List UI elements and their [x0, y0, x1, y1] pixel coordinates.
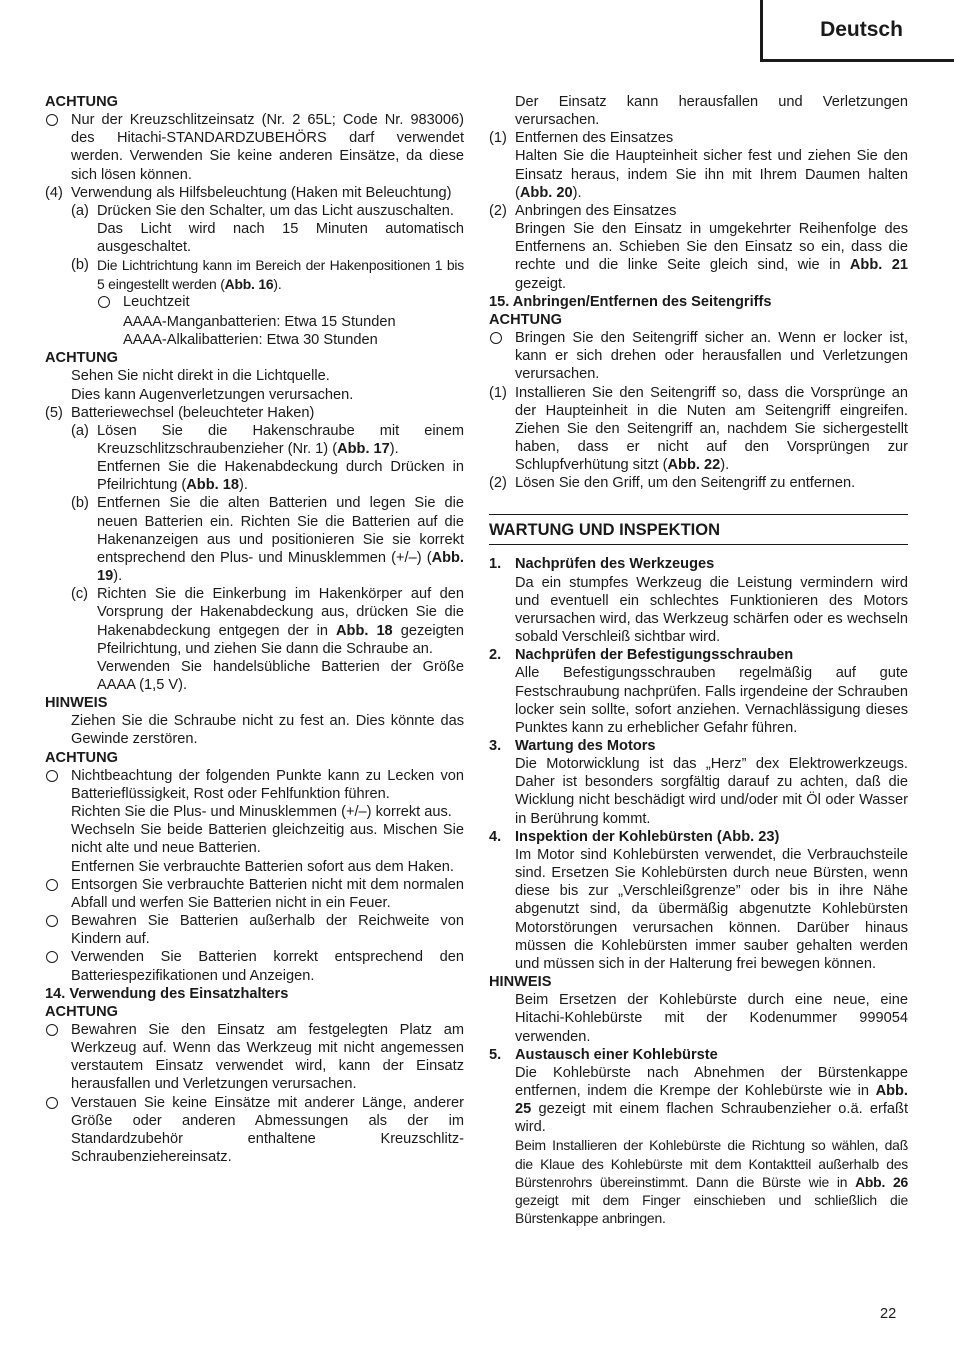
sub-item-marker: (a) [71, 422, 89, 439]
heading-achtung: ACHTUNG [45, 350, 118, 367]
heading-hinweis: HINWEIS [489, 974, 552, 991]
numbered-item [489, 555, 908, 573]
item-number: (5) [45, 404, 63, 421]
paragraph: Die Motorwicklung ist das „Herz” dex Elektrowerkzeugs. Daher ist besonders sorgfältig darauf zu achten, daß die Wicklung nicht beschädigt wird und/oder mit Öl oder Wasser in Berührung kommt. [515, 756, 908, 827]
paragraph: Im Motor sind Kohlebürsten verwendet, die Verbrauchsteile sind. Ersetzen Sie Kohlebürsten durch neue Bürsten, wenn diese bis zur „Verschleißgrenze” oder bis in ihre Nähe abgenutzt sind, da übermäßig abgenutzte Kohlebürsten Motorstörungen verursachen können. Darüber hinaus müssen die Kohlebürsten immer sauber gehalten werden und müssen sich in der Halterung frei bewegen können. [515, 846, 908, 972]
figure-ref: Abb. 25 [515, 1082, 908, 1118]
section-title-wartung: WARTUNG UND INSPEKTION [489, 514, 908, 545]
bullet-text: Leuchtzeit [123, 293, 190, 310]
section-heading: 14. Verwendung des Einsatzhalters [45, 985, 289, 1002]
paragraph: Entfernen Sie verbrauchte Batterien sofort aus dem Haken. [71, 858, 454, 875]
figure-ref: Abb. 21 [849, 257, 908, 274]
sub-item-text: Drücken Sie den Schalter, um das Licht auszuschalten. [97, 202, 454, 219]
bullet-item [45, 1021, 464, 1094]
item-text: Batteriewechsel (beleuchteter Haken) [71, 404, 315, 421]
sub-item-marker: (b) [71, 495, 89, 512]
bullet-item [45, 1094, 464, 1167]
figure-ref: Abb. 22 [667, 457, 721, 474]
item-number: (2) [489, 475, 507, 492]
sub-item [45, 422, 464, 458]
item-text: Verwendung als Hilfsbeleuchtung (Haken mit Beleuchtung) [71, 184, 452, 201]
item-title: Wartung des Motors [515, 738, 656, 754]
bullet-text: Entsorgen Sie verbrauchte Batterien nicht mit dem normalen Abfall und werfen Sie Batterien nicht in ein Feuer. [71, 876, 464, 911]
paragraph: Bringen Sie den Einsatz in umgekehrter Reihenfolge des Entfernens an. Schieben Sie den Einsatz so ein, dass die rechte und die linke Seite gleich sind, wie in Abb. 21 gezeigt. [515, 221, 908, 292]
numbered-item [489, 202, 908, 220]
sub-item-marker: (c) [71, 586, 89, 603]
figure-ref: Abb. 20 [519, 184, 573, 201]
sub-item-text: Entfernen Sie die alten Batterien und legen Sie die neuen Batterien ein. Richten Sie die Batterien auf die Hakenanzeigen aus und positionieren Sie sie korrekt entsprechend den Plus- und Minusklemmen (+/–) (Abb. 19). [97, 495, 464, 585]
numbered-item [489, 646, 908, 664]
paragraph: Alle Befestigungsschrauben regelmäßig auf gute Festschraubung nachprüfen. Falls irgendeine der Schrauben locker sein sollte, sofort anziehen. Vernachlässigung dieses Punktes kann zu erheblicher Gefahr führen. [515, 665, 908, 736]
numbered-item [489, 828, 908, 846]
bullet-circle-icon [46, 879, 58, 891]
list-line: AAAA-Alkalibatterien: Etwa 30 Stunden [123, 332, 378, 349]
item-text: Installieren Sie den Seitengriff so, dass die Vorsprünge an der Haupteinheit in die Nuten am Seitengriff eingreifen. Ziehen Sie den Seitengriff an, nachdem Sie sichergestellt haben, dass er nicht auf den Vorsprüngen zur Schlupfverhütung sitzt (Abb. 22). [515, 384, 908, 474]
item-number: 1. [489, 556, 502, 573]
bullet-text: Verwenden Sie Batterien korrekt entsprechend den Batteriespezifikationen und Anzeigen. [71, 949, 464, 984]
language-label: Deutsch [820, 17, 903, 41]
bullet-circle-icon [490, 332, 502, 344]
page-number: 22 [880, 1306, 897, 1322]
numbered-item [489, 129, 908, 147]
item-number: (4) [45, 184, 63, 201]
left-column [45, 93, 464, 1166]
paragraph: Dies kann Augenverletzungen verursachen. [71, 386, 354, 403]
bullet-item [489, 329, 908, 383]
bullet-item [45, 912, 464, 948]
item-number: 4. [489, 828, 502, 845]
paragraph: Halten Sie die Haupteinheit sicher fest und ziehen Sie den Einsatz heraus, indem Sie ihn mit Ihrem Daumen halten (Abb. 20). [515, 148, 908, 201]
bullet-text: Nichtbeachtung der folgenden Punkte kann zu Lecken von Batterieflüssigkeit, Rost oder Fehlfunktion führen. [71, 767, 464, 802]
paragraph: Sehen Sie nicht direkt in die Lichtquelle. [71, 368, 330, 385]
bullet-text: Bringen Sie den Seitengriff sicher an. Wenn er locker ist, kann er sich drehen oder herausfallen und Verletzungen verursachen. [515, 330, 908, 383]
heading-achtung: ACHTUNG [45, 1003, 118, 1020]
list-line: AAAA-Manganbatterien: Etwa 15 Stunden [123, 313, 396, 330]
paragraph: Richten Sie die Plus- und Minusklemmen (+/–) korrekt aus. [71, 804, 452, 821]
figure-ref: Abb. 18 [336, 622, 393, 639]
item-title: Austausch einer Kohlebürste [515, 1046, 718, 1063]
paragraph: Entfernen Sie die Hakenabdeckung durch Drücken in Pfeilrichtung (Abb. 18). [97, 459, 464, 494]
figure-ref: Abb. 17 [337, 440, 390, 457]
item-title: Nachprüfen des Werkzeuges [515, 556, 715, 573]
figure-ref: Abb. 16 [224, 275, 274, 292]
bullet-item [45, 111, 464, 184]
sub-item [45, 585, 464, 658]
figure-ref: Abb. 19 [97, 549, 464, 585]
bullet-circle-icon [46, 770, 58, 782]
paragraph: Der Einsatz kann herausfallen und Verletzungen verursachen. [515, 94, 908, 129]
numbered-item [489, 384, 908, 475]
paragraph: Da ein stumpfes Werkzeug die Leistung vermindern wird und eventuell ein schlechtes Funktionieren des Motors verursachen wird, das Werkzeug schärfen oder es wechseln sobald Verschleiß sichtbar wird. [515, 574, 908, 646]
bullet-item [45, 767, 464, 803]
bullet-circle-icon [46, 1097, 58, 1109]
bullet-text: Bewahren Sie Batterien außerhalb der Reichweite von Kindern auf. [71, 913, 464, 948]
sub-item [45, 256, 464, 292]
item-text: Lösen Sie den Griff, um den Seitengriff zu entfernen. [515, 475, 856, 492]
bullet-circle-icon [46, 951, 58, 963]
item-number: (2) [489, 202, 507, 219]
sub-item-text: Richten Sie die Einkerbung im Hakenkörper auf den Vorsprung der Hakenabdeckung aus, drücken Sie die Hakenabdeckung entgegen der in Abb. 18 gezeigten Pfeilrichtung, und ziehen Sie dann die Schraube an. [97, 586, 464, 657]
section-heading: 15. Anbringen/Entfernen des Seitengriffs [489, 293, 772, 310]
paragraph: Wechseln Sie beide Batterien gleichzeitig aus. Mischen Sie nicht alte und neue Batterien. [71, 822, 464, 857]
bullet-text: Nur der Kreuzschlitzeinsatz (Nr. 2 65L; Code Nr. 983006) des Hitachi-STANDARDZUBEHÖRS darf verwendet werden. Verwenden Sie keine anderen Einsätze, da diese sich lösen können. [71, 112, 464, 183]
right-column [489, 93, 908, 1227]
numbered-item [45, 184, 464, 202]
sub-item-marker: (b) [71, 257, 89, 274]
bullet-item [45, 948, 464, 984]
sub-item [45, 202, 464, 220]
numbered-item [489, 474, 908, 492]
item-number: 3. [489, 738, 502, 754]
paragraph: Ziehen Sie die Schraube nicht zu fest an. Dies könnte das Gewinde zerstören. [71, 713, 464, 748]
bullet-item [45, 293, 464, 313]
bullet-text: Verstauen Sie keine Einsätze mit anderer Länge, anderer Größe oder anderen Abmessungen als der im Standardzubehör enthaltene Kreuzschlitz-Schraubenziehereinsatz. [71, 1094, 464, 1166]
paragraph: Verwenden Sie handelsübliche Batterien der Größe AAAA (1,5 V). [97, 658, 464, 693]
sub-item-marker: (a) [71, 202, 89, 219]
figure-ref: Abb. 18 [186, 477, 239, 494]
bullet-circle-icon [46, 915, 58, 927]
item-text: Anbringen des Einsatzes [515, 202, 677, 219]
bullet-circle-icon [46, 1024, 58, 1036]
item-number: (1) [489, 384, 507, 401]
paragraph: Das Licht wird nach 15 Minuten automatisch ausgeschaltet. [97, 221, 464, 256]
heading-achtung: ACHTUNG [45, 94, 118, 110]
bullet-circle-icon [46, 114, 58, 126]
language-tab [760, 0, 954, 62]
bullet-circle-icon [98, 296, 110, 308]
heading-hinweis: HINWEIS [45, 695, 108, 712]
bullet-text: Bewahren Sie den Einsatz am festgelegten Platz am Werkzeug auf. Wenn das Werkzeug mit nicht angemessen verstautem Einsatz verwendet wird, kann der Einsatz herausfallen und Verletzungen verursachen. [71, 1021, 464, 1093]
numbered-item [489, 1046, 908, 1064]
item-number: 2. [489, 647, 502, 664]
figure-ref: Abb. 26 [855, 1173, 908, 1190]
sub-item-text: Die Lichtrichtung kann im Bereich der Hakenpositionen 1 bis 5 eingestellt werden (Abb. 16). [97, 257, 464, 292]
sub-item-text: Lösen Sie die Hakenschraube mit einem Kreuzschlitzschraubenzieher (Nr. 1) (Abb. 17). [97, 422, 464, 457]
numbered-item [45, 404, 464, 422]
item-number: (1) [489, 130, 507, 147]
paragraph: Die Kohlebürste nach Abnehmen der Bürstenkappe entfernen, indem die Krempe der Kohlebürste wie in Abb. 25 gezeigt mit einem flachen Schraubenzieher o.ä. erfaßt wird. [515, 1064, 908, 1136]
item-title: Nachprüfen der Befestigungsschrauben [515, 647, 794, 664]
item-number: 5. [489, 1046, 502, 1063]
item-title: Inspektion der Kohlebürsten (Abb. 23) [515, 828, 780, 845]
bullet-item [45, 876, 464, 912]
item-text: Entfernen des Einsatzes [515, 130, 674, 147]
heading-achtung: ACHTUNG [489, 311, 562, 328]
paragraph: Beim Installieren der Kohlebürste die Richtung so wählen, daß die Klaue des Kohlebürste mit dem Kontaktteil außerhalb des Bürstenrohrs übereinstimmt. Dann die Bürste wie in Abb. 26 gezeigt mit dem Finger einschieben und schließlich die Bürstenkappe anbringen. [515, 1137, 908, 1227]
numbered-item [489, 737, 908, 755]
paragraph: Beim Ersetzen der Kohlebürste durch eine neue, eine Hitachi-Kohlebürste mit der Kodenummer 999054 verwenden. [515, 992, 908, 1045]
sub-item [45, 494, 464, 585]
heading-achtung: ACHTUNG [45, 749, 118, 766]
